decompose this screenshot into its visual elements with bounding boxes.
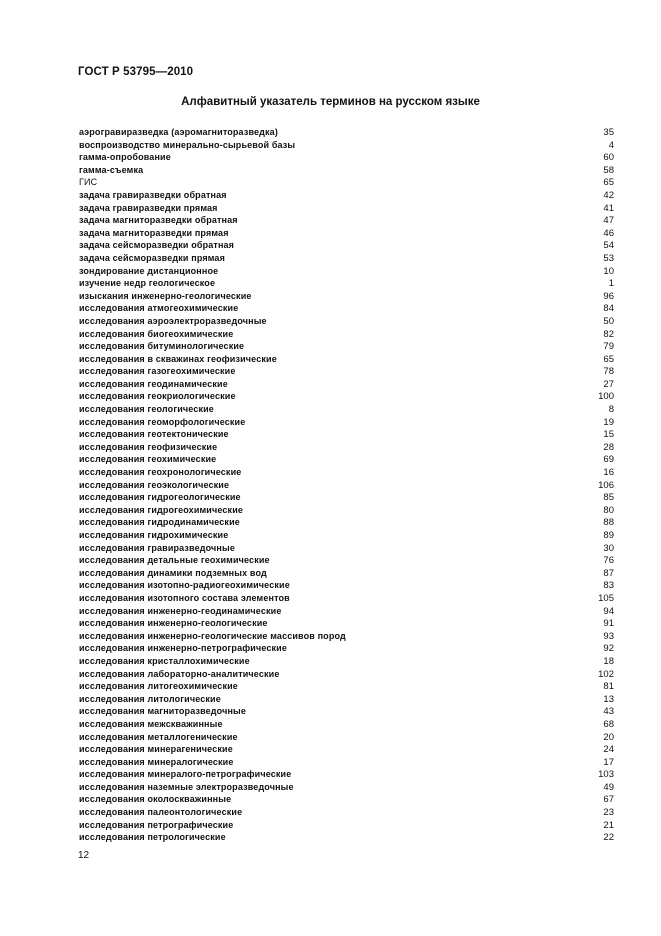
index-entry	[79, 579, 614, 592]
index-entry	[79, 239, 614, 252]
index-entry	[79, 680, 614, 693]
index-term-number: 82	[603, 328, 614, 340]
index-term-number: 100	[598, 391, 614, 403]
index-entry	[79, 365, 614, 378]
index-entry	[79, 655, 614, 668]
index-entry	[79, 302, 614, 315]
index-term-number: 81	[603, 681, 614, 693]
index-entry	[79, 214, 614, 227]
index-term-number: 65	[603, 353, 614, 365]
index-term: исследования межскважинные	[79, 718, 223, 729]
index-entry	[79, 390, 614, 403]
index-term-number: 21	[603, 819, 614, 831]
index-term: исследования геоморфологические	[79, 416, 246, 427]
index-entry	[79, 441, 614, 454]
index-entry	[79, 529, 614, 542]
index-term: исследования кристаллохимические	[79, 655, 250, 666]
index-entry	[79, 416, 614, 429]
term-index	[79, 126, 614, 844]
index-entry	[79, 567, 614, 580]
index-term-number: 60	[603, 152, 614, 164]
index-term: исследования геотектонические	[79, 429, 229, 440]
index-entry	[79, 793, 614, 806]
index-term: исследования минералого-петрографические	[79, 769, 292, 780]
index-entry	[79, 542, 614, 555]
page-number: 12	[78, 850, 90, 861]
index-term: исследования геоэкологические	[79, 479, 230, 490]
index-term-number: 58	[603, 164, 614, 176]
index-entry	[79, 176, 614, 189]
index-term: гамма-съемка	[79, 164, 144, 175]
index-term-number: 53	[603, 252, 614, 264]
index-term: исследования геологические	[79, 404, 214, 415]
index-term-number: 42	[603, 189, 614, 201]
index-entry	[79, 151, 614, 164]
index-term-number: 50	[603, 315, 614, 327]
index-entry	[79, 605, 614, 618]
index-term-number: 79	[603, 341, 614, 353]
index-entry	[79, 252, 614, 265]
index-entry	[79, 768, 614, 781]
index-term-number: 68	[603, 718, 614, 730]
index-term-number: 27	[603, 378, 614, 390]
index-entry	[79, 453, 614, 466]
index-term-number: 17	[603, 756, 614, 768]
index-term: исследования биогеохимические	[79, 328, 234, 339]
index-term: исследования гравиразведочные	[79, 542, 236, 553]
index-entry	[79, 806, 614, 819]
index-entry	[79, 718, 614, 731]
index-term-number: 105	[598, 592, 614, 604]
index-term: исследования минералогические	[79, 756, 234, 767]
index-entry	[79, 617, 614, 630]
index-term-number: 23	[603, 807, 614, 819]
index-term-number: 54	[603, 240, 614, 252]
index-entry	[79, 428, 614, 441]
index-entry	[79, 164, 614, 177]
index-term: исследования металлогенические	[79, 731, 238, 742]
index-entry	[79, 592, 614, 605]
index-term-number: 8	[608, 404, 614, 416]
index-term: задача сейсморазведки прямая	[79, 252, 225, 263]
index-term-number: 24	[603, 744, 614, 756]
index-entry	[79, 340, 614, 353]
index-term: исследования геофизические	[79, 441, 218, 452]
index-term: исследования геохимические	[79, 454, 217, 465]
index-term-number: 13	[603, 693, 614, 705]
index-term: исследования геохронологические	[79, 467, 242, 478]
index-term: ГИС	[79, 177, 98, 188]
index-term: воспроизводство минерально-сырьевой базы	[79, 139, 296, 150]
index-entry	[79, 189, 614, 202]
index-entry	[79, 466, 614, 479]
index-term-number: 80	[603, 504, 614, 516]
index-term: исследования палеонтологические	[79, 807, 243, 818]
index-entry	[79, 328, 614, 341]
index-entry	[79, 479, 614, 492]
index-entry	[79, 705, 614, 718]
index-term: исследования гидродинамические	[79, 517, 240, 528]
index-term: исследования литологические	[79, 693, 221, 704]
index-term-number: 91	[603, 618, 614, 630]
index-term-number: 96	[603, 290, 614, 302]
index-entry	[79, 630, 614, 643]
index-term: исследования литогеохимические	[79, 681, 238, 692]
index-term: исследования минерагенические	[79, 744, 233, 755]
index-entry	[79, 315, 614, 328]
index-term-number: 19	[603, 416, 614, 428]
index-term: исследования геодинамические	[79, 378, 228, 389]
document-standard-header: ГОСТ Р 53795—2010	[78, 66, 194, 78]
index-term-number: 15	[603, 429, 614, 441]
index-term: исследования динамики подземных вод	[79, 567, 267, 578]
index-term: исследования изотопно-радиогеохимические	[79, 580, 290, 591]
index-term-number: 35	[603, 127, 614, 138]
index-entry	[79, 642, 614, 655]
index-term: исследования в скважинах геофизические	[79, 353, 277, 364]
index-entry	[79, 668, 614, 681]
index-entry	[79, 781, 614, 794]
index-term-number: 83	[603, 580, 614, 592]
index-term: исследования изотопного состава элементов	[79, 592, 290, 603]
page-title: Алфавитный указатель терминов на русском языке	[181, 96, 480, 108]
index-term: задача магниторазведки обратная	[79, 215, 238, 226]
index-term-number: 20	[603, 731, 614, 743]
index-term: исследования инженерно-геологические массивов пород	[79, 630, 346, 641]
index-entry	[79, 693, 614, 706]
index-entry	[79, 277, 614, 290]
index-term-number: 94	[603, 605, 614, 617]
index-term-number: 46	[603, 227, 614, 239]
index-term: зондирование дистанционное	[79, 265, 219, 276]
index-term: изыскания инженерно-геологические	[79, 290, 252, 301]
index-entry	[79, 831, 614, 844]
index-term-number: 93	[603, 630, 614, 642]
index-term: изучение недр геологическое	[79, 278, 216, 289]
index-term-number: 76	[603, 555, 614, 567]
index-entry	[79, 265, 614, 278]
index-term-number: 67	[603, 794, 614, 806]
index-term: исследования гидрогеохимические	[79, 504, 244, 515]
index-term: исследования петрографические	[79, 819, 234, 830]
index-term-number: 85	[603, 492, 614, 504]
index-term-number: 47	[603, 215, 614, 227]
index-term-number: 41	[603, 202, 614, 214]
index-entry	[79, 731, 614, 744]
index-term-number: 4	[608, 139, 614, 151]
index-term: исследования атмогеохимические	[79, 303, 239, 314]
index-term-number: 106	[598, 479, 614, 491]
index-term: исследования наземные электроразведочные	[79, 781, 294, 792]
index-term: исследования битуминологические	[79, 341, 245, 352]
index-entry	[79, 403, 614, 416]
index-term-number: 65	[603, 177, 614, 189]
index-entry	[79, 743, 614, 756]
index-term-number: 16	[603, 467, 614, 479]
index-term-number: 43	[603, 706, 614, 718]
index-term-number: 22	[603, 832, 614, 844]
index-term: исследования лабораторно-аналитические	[79, 668, 280, 679]
index-term-number: 49	[603, 781, 614, 793]
index-term: исследования газогеохимические	[79, 366, 236, 377]
index-entry	[79, 756, 614, 769]
index-term: исследования магниторазведочные	[79, 706, 247, 717]
index-term-number: 102	[598, 668, 614, 680]
index-term-number: 18	[603, 655, 614, 667]
index-entry	[79, 202, 614, 215]
index-term-number: 88	[603, 517, 614, 529]
index-term-number: 89	[603, 530, 614, 541]
index-term-number: 103	[598, 769, 614, 781]
index-term-number: 87	[603, 567, 614, 579]
index-term: исследования инженерно-геологические	[79, 618, 268, 629]
index-term: исследования петрологические	[79, 832, 226, 843]
index-entry	[79, 227, 614, 240]
index-term: аэрогравиразведка (аэромагниторазведка)	[79, 127, 278, 137]
index-term: гамма-опробование	[79, 152, 171, 163]
index-term: исследования гидрогеологические	[79, 492, 241, 503]
index-term-number: 92	[603, 643, 614, 655]
index-term: исследования инженерно-петрографические	[79, 643, 287, 654]
index-entry	[79, 378, 614, 391]
index-term-number: 84	[603, 303, 614, 315]
index-term: исследования гидрохимические	[79, 530, 229, 540]
index-entry	[79, 516, 614, 529]
index-term: исследования аэроэлектроразведочные	[79, 315, 267, 326]
index-term: исследования инженерно-геодинамические	[79, 605, 282, 616]
index-term-number: 69	[603, 454, 614, 466]
index-term: исследования детальные геохимические	[79, 555, 270, 566]
index-entry	[79, 819, 614, 832]
index-entry	[79, 353, 614, 366]
index-term: задача сейсморазведки обратная	[79, 240, 235, 251]
index-term-number: 28	[603, 441, 614, 453]
index-entry	[79, 504, 614, 517]
index-term-number: 78	[603, 366, 614, 378]
index-term: задача гравиразведки обратная	[79, 189, 227, 200]
index-term-number: 30	[603, 542, 614, 554]
index-term: задача магниторазведки прямая	[79, 227, 229, 238]
index-term-number: 1	[608, 278, 614, 290]
index-entry	[79, 491, 614, 504]
index-term: исследования околоскважинные	[79, 794, 232, 805]
index-term: исследования геокриологические	[79, 391, 236, 402]
index-entry	[79, 139, 614, 152]
index-entry	[79, 554, 614, 567]
index-term-number: 10	[603, 265, 614, 277]
index-entry	[79, 290, 614, 303]
index-entry	[79, 126, 614, 139]
index-term: задача гравиразведки прямая	[79, 202, 218, 213]
